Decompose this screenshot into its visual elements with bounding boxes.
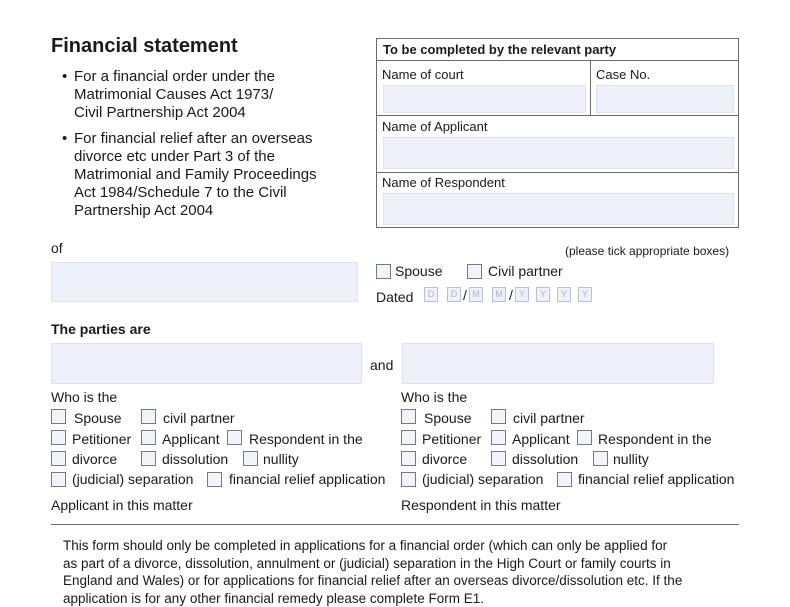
date-day-box[interactable]: D bbox=[447, 287, 461, 302]
left-applicant-label: Applicant bbox=[162, 431, 220, 447]
notice-line: England and Wales) or for applications for financial relief after an overseas divorce/dissolution etc. If the bbox=[63, 572, 743, 590]
left-nullity-checkbox[interactable] bbox=[243, 451, 258, 466]
left-spouse-label: Spouse bbox=[74, 410, 121, 426]
right-applicant-label: Applicant bbox=[512, 431, 570, 447]
right-petitioner-label: Petitioner bbox=[422, 431, 481, 447]
party-two-field[interactable] bbox=[402, 343, 714, 384]
right-petitioner-checkbox[interactable] bbox=[401, 430, 416, 445]
left-role-label: Applicant in this matter bbox=[51, 497, 193, 513]
right-divorce-checkbox[interactable] bbox=[401, 451, 416, 466]
parties-heading: The parties are bbox=[51, 321, 151, 337]
page-title: Financial statement bbox=[51, 35, 238, 58]
panel-divider bbox=[377, 115, 738, 116]
date-month-box[interactable]: M bbox=[469, 287, 483, 302]
bullet-financial-relief bbox=[62, 130, 352, 222]
party-one-field[interactable] bbox=[51, 343, 362, 384]
bullet-line: For a financial order under the bbox=[74, 68, 344, 86]
right-judicial-separation-label: (judicial) separation bbox=[422, 471, 543, 487]
bullet-line: Matrimonial Causes Act 1973/ bbox=[74, 86, 344, 104]
bullet-financial-order bbox=[62, 68, 352, 124]
right-financial-relief-label: financial relief application bbox=[578, 471, 734, 487]
left-who-label: Who is the bbox=[51, 389, 117, 405]
date-year-box[interactable]: Y bbox=[515, 287, 529, 302]
notice-text bbox=[63, 537, 743, 607]
date-year-box[interactable]: Y bbox=[557, 287, 571, 302]
right-spouse-label: Spouse bbox=[424, 410, 471, 426]
bullet-dot: • bbox=[62, 68, 67, 86]
civil-partner-label: Civil partner bbox=[488, 263, 563, 279]
section-divider bbox=[51, 524, 739, 525]
bullet-line: Partnership Act 2004 bbox=[74, 202, 344, 220]
bullet-line: divorce etc under Part 3 of the bbox=[74, 148, 344, 166]
left-dissolution-checkbox[interactable] bbox=[141, 451, 156, 466]
bullet-dot: • bbox=[62, 130, 67, 148]
date-year-box[interactable]: Y bbox=[536, 287, 550, 302]
spouse-label: Spouse bbox=[395, 263, 442, 279]
left-spouse-checkbox[interactable] bbox=[51, 409, 66, 424]
notice-line: as part of a divorce, dissolution, annulment or (judicial) separation in the High Court or family courts in bbox=[63, 555, 743, 573]
date-month-box[interactable]: M bbox=[492, 287, 506, 302]
applicant-name-label: Name of Applicant bbox=[382, 119, 488, 134]
panel-divider bbox=[590, 61, 591, 116]
left-petitioner-checkbox[interactable] bbox=[51, 430, 66, 445]
right-judicial-separation-checkbox[interactable] bbox=[401, 472, 416, 487]
right-divorce-label: divorce bbox=[422, 451, 467, 467]
bullet-line: For financial relief after an overseas bbox=[74, 130, 344, 148]
panel-heading: To be completed by the relevant party bbox=[377, 39, 738, 61]
left-judicial-separation-label: (judicial) separation bbox=[72, 471, 193, 487]
right-civil-partner-label: civil partner bbox=[513, 410, 585, 426]
date-day-box[interactable]: D bbox=[424, 287, 438, 302]
right-spouse-checkbox[interactable] bbox=[401, 409, 416, 424]
right-civil-partner-checkbox[interactable] bbox=[491, 409, 506, 424]
left-divorce-label: divorce bbox=[72, 451, 117, 467]
left-divorce-checkbox[interactable] bbox=[51, 451, 66, 466]
civil-partner-checkbox[interactable] bbox=[467, 264, 482, 279]
applicant-name-field[interactable] bbox=[383, 137, 734, 169]
right-applicant-checkbox[interactable] bbox=[491, 430, 506, 445]
respondent-name-field[interactable] bbox=[383, 193, 734, 225]
right-dissolution-label: dissolution bbox=[512, 451, 578, 467]
left-civil-partner-label: civil partner bbox=[163, 410, 235, 426]
spouse-checkbox[interactable] bbox=[376, 264, 391, 279]
and-label: and bbox=[370, 357, 393, 373]
date-separator: / bbox=[463, 287, 467, 303]
panel-divider bbox=[377, 172, 738, 173]
right-nullity-label: nullity bbox=[613, 451, 649, 467]
notice-line: This form should only be completed in applications for a financial order (which can only be applied for bbox=[63, 537, 743, 555]
bullet-line: Civil Partnership Act 2004 bbox=[74, 104, 344, 122]
right-respondent-label: Respondent in the bbox=[598, 431, 712, 447]
left-judicial-separation-checkbox[interactable] bbox=[51, 472, 66, 487]
left-respondent-label: Respondent in the bbox=[249, 431, 363, 447]
left-respondent-checkbox[interactable] bbox=[227, 430, 242, 445]
left-civil-partner-checkbox[interactable] bbox=[141, 409, 156, 424]
right-dissolution-checkbox[interactable] bbox=[491, 451, 506, 466]
of-field[interactable] bbox=[51, 262, 358, 302]
right-financial-relief-checkbox[interactable] bbox=[557, 472, 572, 487]
left-financial-relief-label: financial relief application bbox=[229, 471, 385, 487]
left-nullity-label: nullity bbox=[263, 451, 299, 467]
right-respondent-checkbox[interactable] bbox=[577, 430, 592, 445]
dated-label: Dated bbox=[376, 289, 413, 305]
date-year-box[interactable]: Y bbox=[578, 287, 592, 302]
right-role-label: Respondent in this matter bbox=[401, 497, 561, 513]
case-number-field[interactable] bbox=[596, 85, 734, 113]
court-name-label: Name of court bbox=[382, 67, 464, 82]
respondent-name-label: Name of Respondent bbox=[382, 175, 505, 190]
of-label: of bbox=[51, 240, 63, 256]
left-dissolution-label: dissolution bbox=[162, 451, 228, 467]
right-who-label: Who is the bbox=[401, 389, 467, 405]
tick-note: (please tick appropriate boxes) bbox=[565, 244, 729, 258]
notice-line: application is for any other financial remedy please complete Form E1. bbox=[63, 590, 743, 607]
court-name-field[interactable] bbox=[383, 85, 586, 113]
date-separator: / bbox=[509, 287, 513, 303]
left-financial-relief-checkbox[interactable] bbox=[207, 472, 222, 487]
right-nullity-checkbox[interactable] bbox=[593, 451, 608, 466]
left-applicant-checkbox[interactable] bbox=[141, 430, 156, 445]
bullet-line: Matrimonial and Family Proceedings bbox=[74, 166, 344, 184]
bullet-line: Act 1984/Schedule 7 to the Civil bbox=[74, 184, 344, 202]
case-number-label: Case No. bbox=[596, 67, 650, 82]
relevant-party-panel bbox=[376, 38, 739, 228]
left-petitioner-label: Petitioner bbox=[72, 431, 131, 447]
